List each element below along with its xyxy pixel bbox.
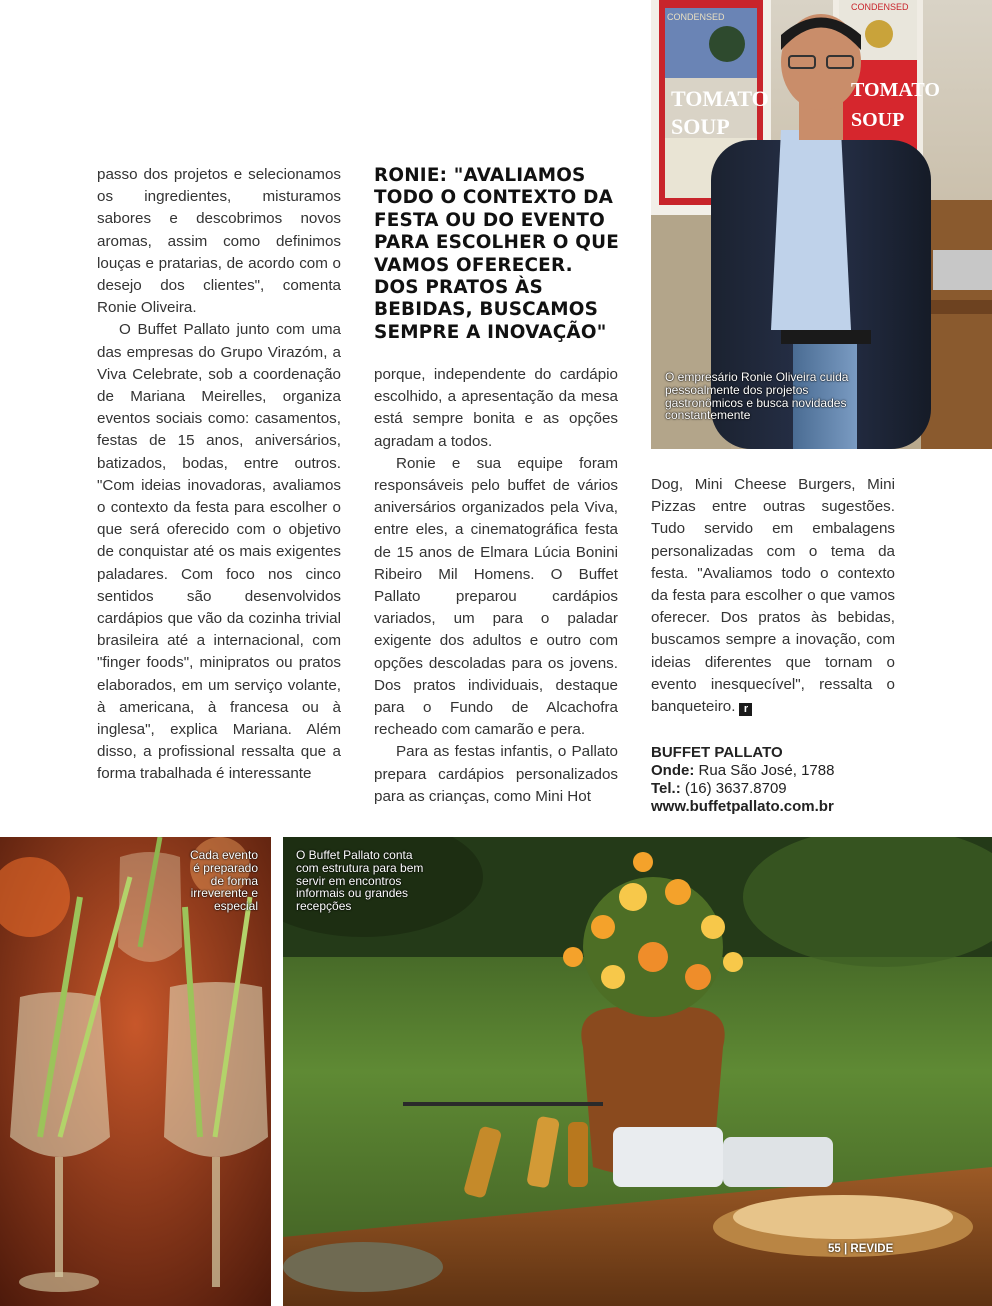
address: Rua São José, 1788 [698,762,835,779]
portrait-caption: O empresário Ronie Oliveira cuida pessoalmente dos projetos gastronômicos e busca novidades constantemente [665,370,849,423]
article-paragraph: Ronie e sua equipe foram responsáveis pelo buffet de vários aniversários organizados pela Viva, entre eles, a cinematográfica festa de 15 anos de Elmara Lúcia Bonini Ribeiro Mil Homens. O Buffet Pallato preparou cardápios variados, um para o paladar exigente dos adultos e outro com opções descoladas para os jovens. Dos pratos individuais, destaque para o Fundo de Alcachofra recheado com camarão e pera. [374,454,618,739]
can-label-text: CONDENSED [667,12,725,22]
article-paragraph: passo dos projetos e selecionamos os ingredientes, misturamos sabores e descobrimos novos aromas, assim como definimos louças e pratarias, de acordo com o desejo dos clientes", comenta Ronie Oliveira. [97,166,341,317]
phone: (16) 3637.8709 [684,780,787,797]
drinks-caption: Cada evento é preparado de forma irreverente e especial [189,848,258,914]
article-paragraph: O Buffet Pallato junto com uma das empresas do Grupo Virazóm, a Viva Celebrate, sob a coordenação de Mariana Meirelles, organiza eventos sociais como: casamentos, festas de 15 anos, aniversários, batizados, bodas, entre outros. "Com ideias inovadoras, avaliamos o contexto da festa para escolher o que será oferecido com o objetivo de conquistar até os mais exigentes paladares. Com foco nos cinco sentidos são desenvolvidos cardápios que vão da cozinha trivial brasileira até a internacional, com "finger foods", minipratos ou pratos elaborados, em um serviço volante, à americana, à francesa ou à inglesa", explica Mariana. Além disso, a profissional ressalta que a forma trabalhada é interessante [97,321,341,783]
address-label: Onde: [651,762,695,779]
table-caption: O Buffet Pallato conta com estrutura para bem servir em encontros informais ou grandes recepções [296,848,424,914]
address-line [651,762,911,780]
phone-label: Tel.: [651,780,681,797]
article-paragraph-text: Dog, Mini Cheese Burgers, Mini Pizzas entre outras sugestões. Tudo servido em embalagens personalizadas com o tema da festa. "Avaliamos todo o contexto da festa para escolher o que vamos oferecer. Dos pratos às bebidas, buscamos sempre a inovação, com ideias diferentes que tornam o evento inesquecível", ressalta o banqueteiro. [651,476,895,716]
article-column-2 [374,364,618,808]
table-photo [283,837,992,1306]
can-label-text: SOUP [671,114,730,139]
phone-line [651,780,911,798]
article-paragraph [651,474,895,718]
article-paragraph: Para as festas infantis, o Pallato prepara cardápios personalizados para as crianças, como Mini Hot [374,743,618,805]
page-number: 55 [828,1243,841,1255]
end-mark-icon: r [739,703,752,716]
can-label-text: TOMATO [851,79,940,101]
can-label-text: SOUP [851,109,905,131]
magazine-name: REVIDE [850,1243,894,1255]
can-label-text: CONDENSED [851,2,909,12]
website-link[interactable]: www.buffetpallato.com.br [651,798,834,815]
page-footer [828,1243,893,1255]
pull-quote: RONIE: "AVALIAMOS TODO O CONTEXTO DA FESTA OU DO EVENTO PARA ESCOLHER O QUE VAMOS OFERECER. DOS PRATOS ÀS BEBIDAS, BUSCAMOS SEMPRE A INOVAÇÃO" [374,165,619,343]
footer-separator: | [844,1243,848,1255]
portrait-photo [651,0,992,449]
business-name: BUFFET PALLATO [651,744,783,761]
article-column-1 [97,164,341,786]
can-label-text: TOMATO [671,86,769,111]
article-column-3 [651,474,895,718]
article-paragraph: porque, independente do cardápio escolhido, a apresentação da mesa está sempre bonita e as opções agradam a todos. [374,366,618,450]
contact-info [651,744,911,816]
drinks-photo [0,837,271,1306]
